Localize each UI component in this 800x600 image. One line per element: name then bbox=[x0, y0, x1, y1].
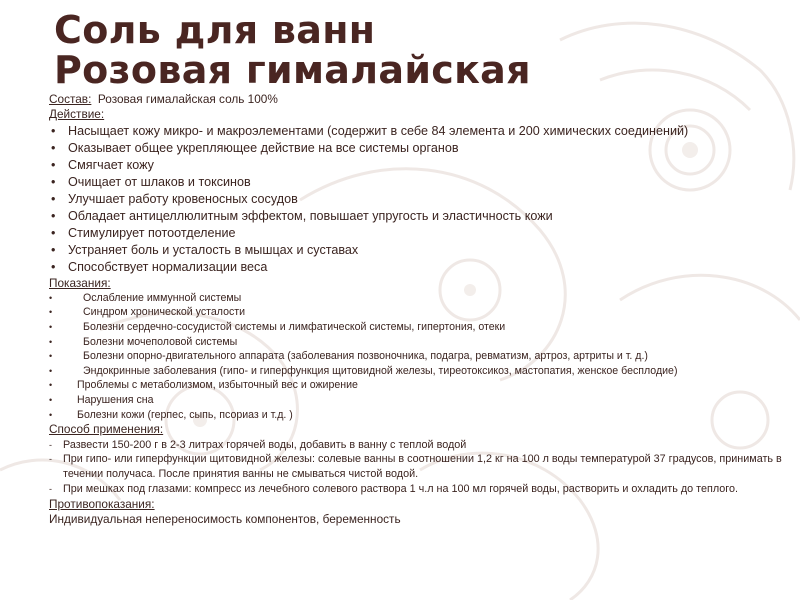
list-item: • Эндокринные заболевания (гипо- и гиперфункция щитовидной железы, тиреотоксикоз, мастопатия, женское бесплодие) bbox=[49, 364, 678, 377]
bullet-icon: • bbox=[51, 259, 56, 274]
bullet-icon: • bbox=[51, 191, 56, 206]
composition-line bbox=[49, 92, 784, 107]
page-title bbox=[54, 10, 531, 90]
list-item: • Оказывает общее укрепляющее действие на все системы органов bbox=[51, 140, 459, 155]
list-item: • Смягчает кожу bbox=[51, 157, 154, 172]
action-list bbox=[49, 123, 784, 276]
list-item: • Очищает от шлаков и токсинов bbox=[51, 174, 251, 189]
bullet-icon: • bbox=[51, 123, 56, 138]
bullet-icon: • bbox=[49, 380, 53, 391]
list-item: • Болезни опорно-двигательного аппарата (заболевания позвоночника, подагра, ревматизм, артроз, артриты и т. д.) bbox=[49, 350, 648, 363]
list-item: • Устраняет боль и усталость в мышцах и суставах bbox=[51, 242, 359, 257]
bullet-icon: • bbox=[51, 208, 56, 223]
list-item: • Стимулирует потоотделение bbox=[51, 225, 236, 240]
bullet-icon: • bbox=[49, 322, 53, 333]
title-line-1: Соль для ванн bbox=[54, 8, 376, 52]
usage-label: Способ применения: bbox=[49, 422, 164, 437]
bullet-icon: • bbox=[51, 174, 56, 189]
bullet-icon: • bbox=[49, 336, 53, 347]
bullet-icon: • bbox=[51, 225, 56, 240]
list-item: • Синдром хронической усталости bbox=[49, 306, 246, 319]
bullet-icon: • bbox=[49, 395, 53, 406]
indications-list bbox=[49, 291, 784, 422]
list-item: - Развести 150-200 г в 2-3 литрах горячей воды, добавить в ванну с теплой водой bbox=[49, 438, 467, 451]
bullet-icon: • bbox=[51, 157, 56, 172]
list-item: • Способствует нормализации веса bbox=[51, 259, 268, 274]
bullet-icon: • bbox=[49, 351, 53, 362]
list-item: • Болезни мочеполовой системы bbox=[49, 335, 238, 348]
list-item: • Болезни сердечно-сосудистой системы и лимфатической системы, гипертония, отеки bbox=[49, 321, 506, 334]
dash-icon: - bbox=[49, 454, 52, 465]
list-item: - При гипо- или гиперфункции щитовидной железы: солевые ванны в соотношении 1,2 кг на 100 л воды температурой 37 градусов, принимать в течении получаса. После принятия ванны не смываться чистой водой. bbox=[49, 453, 782, 481]
contraindications-label: Противопоказания: bbox=[49, 496, 155, 511]
list-item: • Обладает антицеллюлитным эффектом, повышает упругость и эластичность кожи bbox=[51, 208, 553, 223]
dash-icon: - bbox=[49, 483, 52, 494]
list-item: • Нарушения сна bbox=[49, 394, 154, 407]
bullet-icon: • bbox=[49, 292, 53, 303]
list-item: • Болезни кожи (герпес, сыпь, псориаз и т.д. ) bbox=[49, 408, 293, 421]
dash-icon: - bbox=[49, 439, 52, 450]
bullet-icon: • bbox=[49, 307, 53, 318]
bullet-icon: • bbox=[51, 140, 56, 155]
content-body bbox=[49, 92, 784, 527]
list-item: • Насыщает кожу микро- и макроэлементами (содержит в себе 84 элемента и 200 химических соединений) bbox=[51, 123, 689, 138]
bullet-icon: • bbox=[49, 365, 53, 376]
contraindications-value: Индивидуальная непереносимость компонентов, беременность bbox=[49, 512, 401, 527]
list-item: • Улучшает работу кровеносных сосудов bbox=[51, 191, 298, 206]
list-item: • Ослабление иммунной системы bbox=[49, 291, 242, 304]
indications-label: Показания: bbox=[49, 275, 111, 290]
list-item: - При мешках под глазами: компресс из лечебного солевого раствора 1 ч.л на 100 мл горячей воды, растворить и охладить до теплого. bbox=[49, 482, 738, 495]
bullet-icon: • bbox=[49, 409, 53, 420]
list-item: • Проблемы с метаболизмом, избыточный вес и ожирение bbox=[49, 379, 358, 392]
usage-list bbox=[49, 438, 784, 497]
composition-label: Состав: bbox=[49, 92, 92, 106]
bullet-icon: • bbox=[51, 242, 56, 257]
composition-value: Розовая гималайская соль 100% bbox=[97, 92, 278, 106]
title-line-2: Розовая гималайская bbox=[54, 48, 531, 92]
action-label: Действие: bbox=[49, 107, 105, 122]
